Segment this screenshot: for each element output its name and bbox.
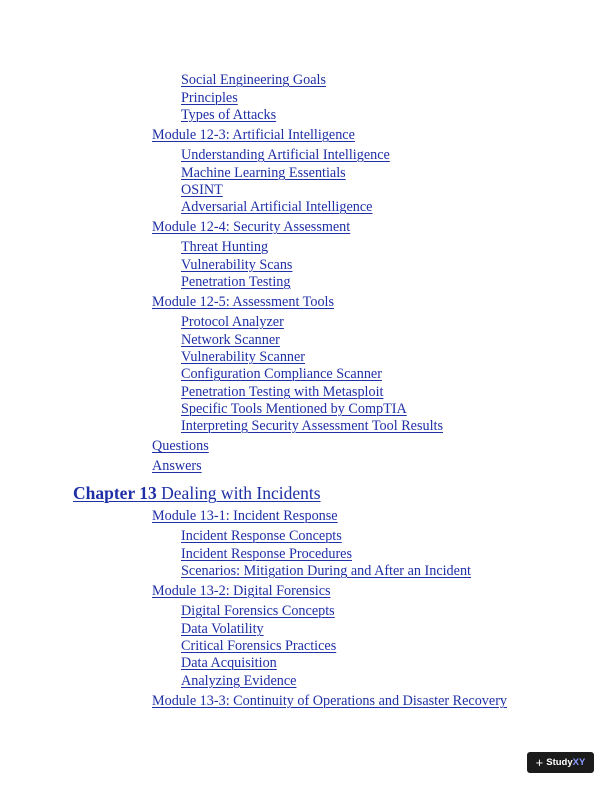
toc-link-protocol-analyzer[interactable]: Protocol Analyzer (181, 314, 284, 330)
brand-main: Study (546, 757, 573, 768)
toc-link-types-of-attacks[interactable]: Types of Attacks (181, 107, 277, 123)
toc-link-answers[interactable]: Answers (152, 458, 202, 474)
toc-link-analyzing-evidence[interactable]: Analyzing Evidence (181, 673, 297, 689)
brand-text (546, 757, 585, 768)
toc-link-module-13-1[interactable]: Module 13-1: Incident Response (152, 508, 338, 524)
toc-link-incident-response-procedures[interactable]: Incident Response Procedures (181, 546, 352, 562)
toc-link-module-12-4[interactable]: Module 12-4: Security Assessment (152, 219, 351, 235)
toc-link-interpreting-results[interactable]: Interpreting Security Assessment Tool Results (181, 418, 443, 434)
toc-link-questions[interactable]: Questions (152, 438, 209, 454)
toc-link-penetration-testing[interactable]: Penetration Testing (181, 274, 291, 290)
brand-accent: XY (572, 757, 586, 768)
toc-link-penetration-testing-metasploit[interactable]: Penetration Testing with Metasploit (181, 384, 384, 400)
toc-link-data-acquisition[interactable]: Data Acquisition (181, 655, 277, 671)
chapter-number: Chapter 13 (73, 483, 157, 503)
toc-link-scenarios-mitigation[interactable]: Scenarios: Mitigation During and After an Incident (181, 563, 471, 579)
toc-link-principles[interactable]: Principles (181, 90, 238, 106)
toc-link-module-12-5[interactable]: Module 12-5: Assessment Tools (152, 294, 335, 310)
chapter-title: Dealing with Incidents (156, 483, 321, 503)
toc-link-vulnerability-scanner[interactable]: Vulnerability Scanner (181, 349, 306, 365)
toc-link-incident-response-concepts[interactable]: Incident Response Concepts (181, 528, 342, 544)
toc-link-module-13-2[interactable]: Module 13-2: Digital Forensics (152, 583, 331, 599)
plus-icon: + (535, 754, 544, 770)
toc-link-module-13-3[interactable]: Module 13-3: Continuity of Operations and Disaster Recovery (152, 693, 508, 709)
toc-link-network-scanner[interactable]: Network Scanner (181, 332, 280, 348)
toc-link-critical-forensics-practices[interactable]: Critical Forensics Practices (181, 638, 337, 654)
toc-link-data-volatility[interactable]: Data Volatility (181, 621, 264, 637)
toc-link-machine-learning-essentials[interactable]: Machine Learning Essentials (181, 165, 346, 181)
toc-link-social-engineering-goals[interactable]: Social Engineering Goals (181, 72, 326, 88)
toc-link-understanding-ai[interactable]: Understanding Artificial Intelligence (181, 147, 390, 163)
toc-link-osint[interactable]: OSINT (181, 182, 223, 198)
toc-link-specific-tools-comptia[interactable]: Specific Tools Mentioned by CompTIA (181, 401, 407, 417)
toc-link-adversarial-ai[interactable]: Adversarial Artificial Intelligence (181, 199, 373, 215)
toc-link-module-12-3[interactable]: Module 12-3: Artificial Intelligence (152, 127, 355, 143)
toc-link-threat-hunting[interactable]: Threat Hunting (181, 239, 269, 255)
toc-link-digital-forensics-concepts[interactable]: Digital Forensics Concepts (181, 603, 335, 619)
chapter-heading-link[interactable] (73, 483, 321, 504)
toc-link-vulnerability-scans[interactable]: Vulnerability Scans (181, 257, 293, 273)
toc-link-configuration-compliance-scanner[interactable]: Configuration Compliance Scanner (181, 366, 382, 382)
studyxy-badge[interactable] (527, 752, 594, 773)
